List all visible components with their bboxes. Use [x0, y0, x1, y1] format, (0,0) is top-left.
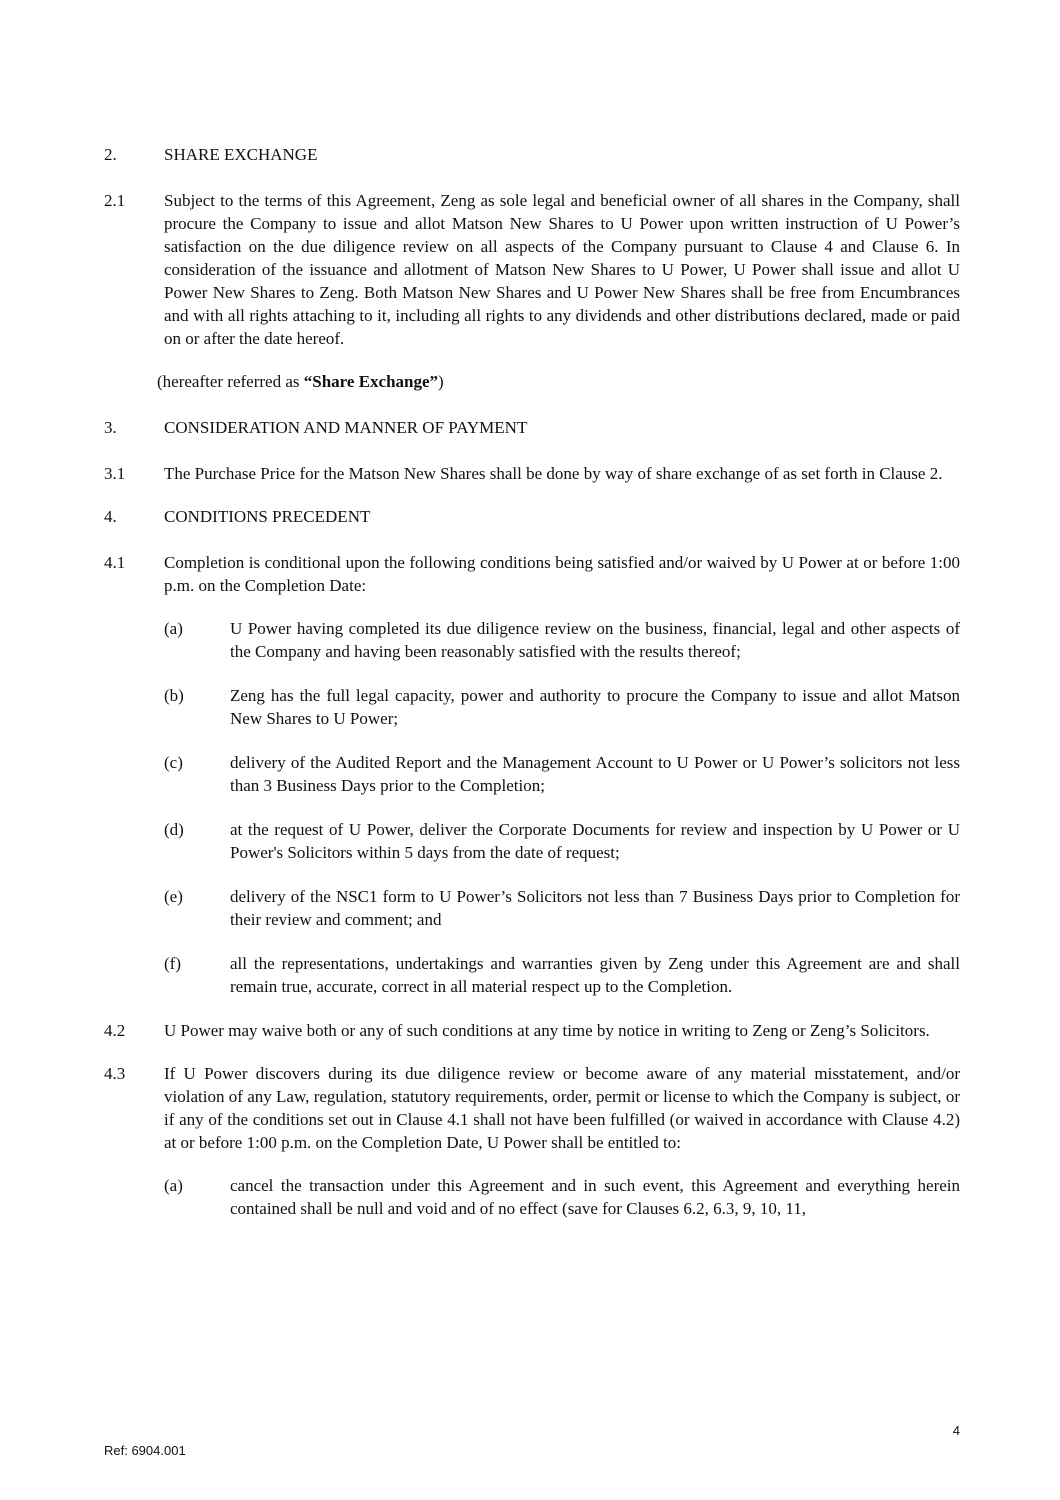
sub-clause-text: delivery of the NSC1 form to U Power’s Solicitors not less than 7 Business Days prior to Completion for their review and comment; and — [230, 887, 960, 929]
section-2-heading — [104, 143, 960, 166]
sub-clause-label: (a) — [164, 619, 183, 638]
clause-text: If U Power discovers during its due diligence review or become aware of any material misstatement, and/or violation of any Law, regulation, statutory requirements, order, permit or license to which the Company is subject, or if any of the conditions set out in Clause 4.1 shall not have been fulfilled (or waived in accordance with Clause 4.2) at or before 1:00 p.m. on the Completion Date, U Power shall be entitled to: — [164, 1064, 960, 1152]
sub-clause-4-1-a — [164, 617, 960, 663]
sub-clause-text: Zeng has the full legal capacity, power and authority to procure the Company to issue and allot Matson New Shares to U Power; — [230, 686, 960, 728]
sub-clause-4-1-b — [164, 684, 960, 730]
page-number: 4 — [952, 1423, 960, 1438]
hereafter-prefix: (hereafter referred as — [157, 372, 304, 391]
section-number: 2. — [104, 145, 117, 164]
sub-clause-4-1-d — [164, 818, 960, 864]
clause-text: Subject to the terms of this Agreement, Zeng as sole legal and beneficial owner of all shares in the Company, shall procure the Company to issue and allot Matson New Shares to U Power upon written instruction of U Power’s satisfaction on the due diligence review on all aspects of the Company pursuant to Clause 4 and Clause 6. In consideration of the issuance and allotment of Matson New Shares to U Power, U Power shall issue and allot U Power New Shares to Zeng. Both Matson New Shares and U Power New Shares shall be free from Encumbrances and with all rights attaching to it, including all rights to any dividends and other distributions declared, made or paid on or after the date hereof. — [164, 191, 960, 348]
clause-number: 4.3 — [104, 1064, 126, 1083]
sub-clause-text: U Power having completed its due diligence review on the business, financial, legal and other aspects of the Company and having been reasonably satisfied with the results thereof; — [230, 619, 960, 661]
page-content — [104, 143, 960, 1241]
sub-clause-text: all the representations, undertakings and warranties given by Zeng under this Agreement are and shall remain true, accurate, correct in all material respect up to the Completion. — [230, 954, 960, 996]
sub-clause-4-1-c — [164, 751, 960, 797]
defined-term: “Share Exchange” — [303, 372, 439, 391]
sub-clause-4-1-e — [164, 885, 960, 931]
sub-clause-label: (c) — [164, 753, 183, 772]
sub-clause-text: cancel the transaction under this Agreement and in such event, this Agreement and everything herein contained shall be null and void and of no effect (save for Clauses 6.2, 6.3, 9, 10, 11, — [230, 1176, 960, 1218]
section-title: CONSIDERATION AND MANNER OF PAYMENT — [164, 418, 528, 437]
sub-clause-label: (a) — [164, 1176, 183, 1195]
hereafter-definition — [157, 370, 960, 393]
clause-text: U Power may waive both or any of such conditions at any time by notice in writing to Zeng or Zeng’s Solicitors. — [164, 1021, 930, 1040]
clause-4-3 — [104, 1062, 960, 1154]
sub-clause-4-3-a — [164, 1174, 960, 1220]
clause-number: 2.1 — [104, 191, 126, 210]
section-3-heading — [104, 416, 960, 439]
section-title: SHARE EXCHANGE — [164, 145, 318, 164]
sub-clause-label: (d) — [164, 820, 184, 839]
sub-clause-text: delivery of the Audited Report and the Management Account to U Power or U Power’s solicitors not less than 3 Business Days prior to the Completion; — [230, 753, 960, 795]
clause-number: 4.2 — [104, 1021, 126, 1040]
clause-4-2 — [104, 1019, 960, 1042]
sub-clause-4-1-f — [164, 952, 960, 998]
sub-clause-label: (b) — [164, 686, 184, 705]
sub-clause-label: (f) — [164, 954, 181, 973]
document-reference: Ref: 6904.001 — [104, 1443, 186, 1458]
hereafter-suffix: ) — [438, 372, 444, 391]
clause-number: 4.1 — [104, 553, 126, 572]
clause-number: 3.1 — [104, 464, 126, 483]
clause-3-1 — [104, 462, 960, 485]
section-number: 3. — [104, 418, 117, 437]
section-4-heading — [104, 505, 960, 528]
clause-text: The Purchase Price for the Matson New Shares shall be done by way of share exchange of as set forth in Clause 2. — [164, 464, 943, 483]
section-title: CONDITIONS PRECEDENT — [164, 507, 371, 526]
sub-clause-text: at the request of U Power, deliver the Corporate Documents for review and inspection by U Power or U Power's Solicitors within 5 days from the date of request; — [230, 820, 960, 862]
clause-4-1 — [104, 551, 960, 597]
section-number: 4. — [104, 507, 117, 526]
clause-2-1 — [104, 189, 960, 350]
clause-text: Completion is conditional upon the following conditions being satisfied and/or waived by U Power at or before 1:00 p.m. on the Completion Date: — [164, 553, 960, 595]
sub-clause-label: (e) — [164, 887, 183, 906]
